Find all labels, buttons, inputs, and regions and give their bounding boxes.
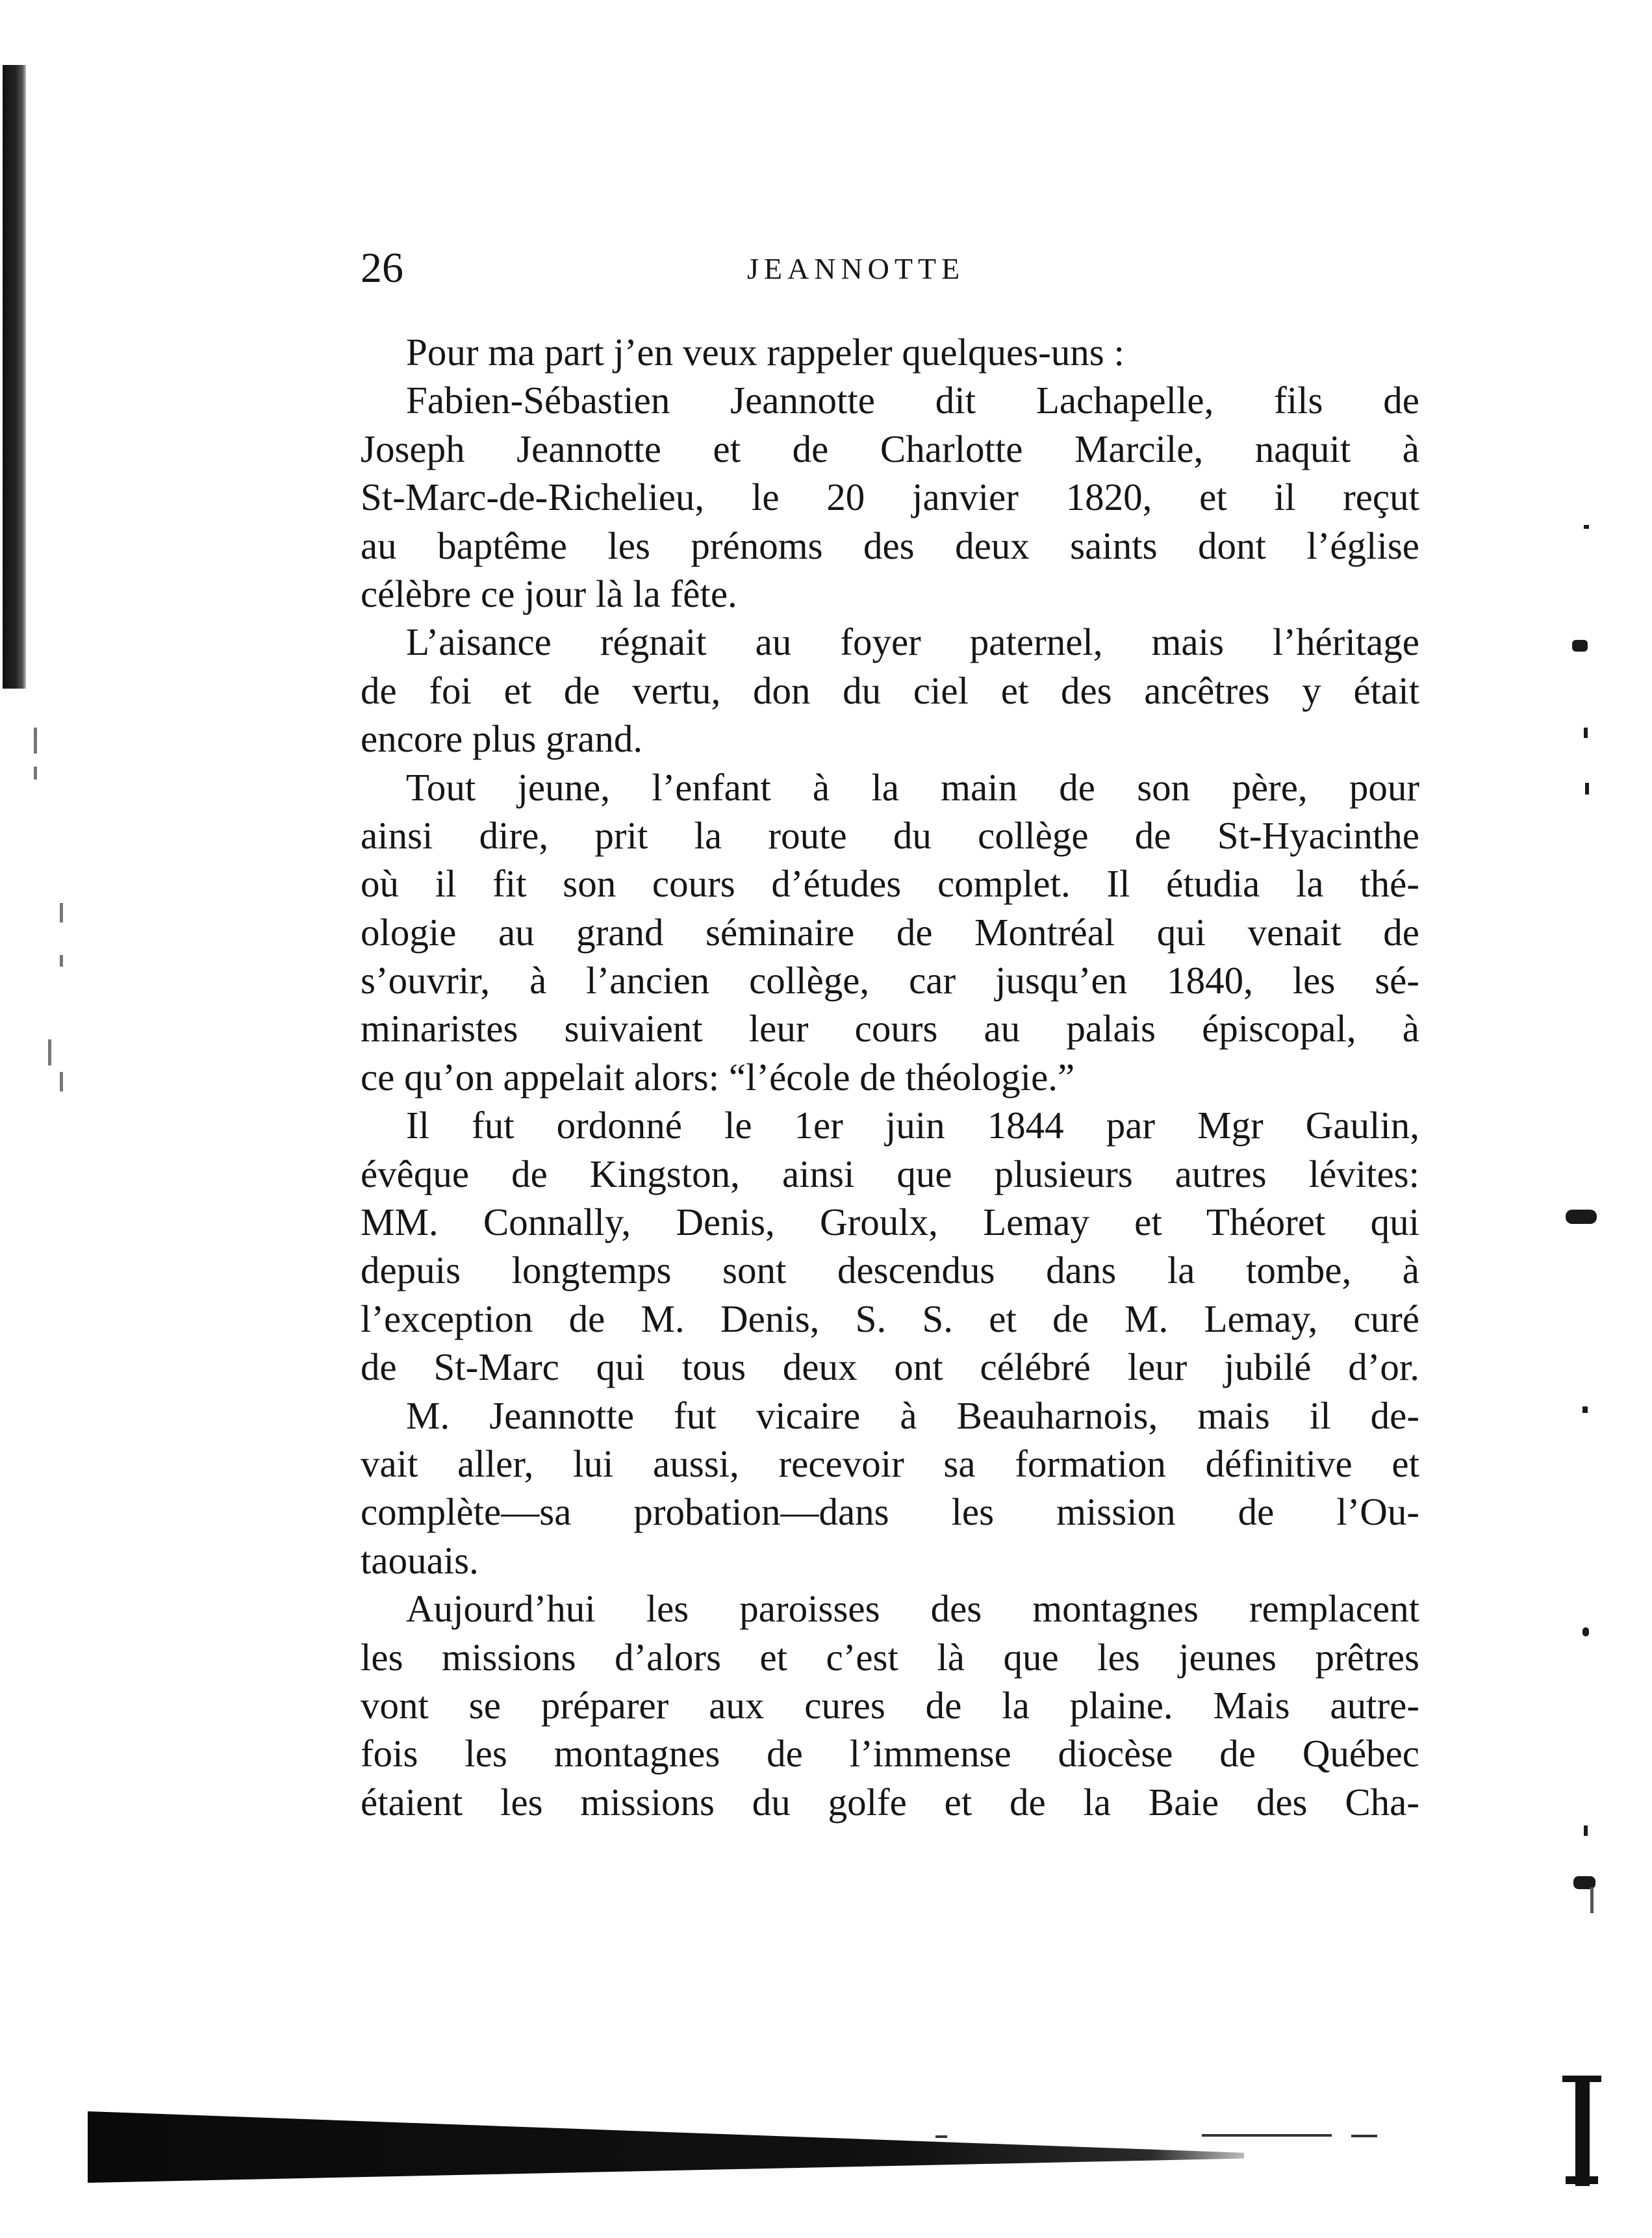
scan-dash <box>1351 2135 1377 2137</box>
scan-speck <box>1584 1825 1588 1836</box>
text-line: l’exception de M. Denis, S. S. et de M. Lemay, curé <box>361 1297 1419 1340</box>
scan-speck <box>60 955 63 967</box>
page-header <box>361 246 1406 291</box>
text-line: où il fit son cours d’études complet. Il étudia la thé- <box>361 862 1419 906</box>
scan-dash <box>1202 2134 1332 2137</box>
text-line: célèbre ce jour là la fête. <box>361 572 737 615</box>
scan-bottom-shadow <box>88 2111 1244 2183</box>
running-head: JEANNOTTE <box>747 252 965 285</box>
text-line: MM. Connally, Denis, Groulx, Lemay et Théoret qui <box>361 1201 1419 1244</box>
text-line: encore plus grand. <box>361 717 643 761</box>
scan-speck <box>48 1039 51 1065</box>
scan-speck <box>60 1072 63 1091</box>
text-line: Tout jeune, l’enfant à la main de son père, pour <box>406 765 1419 809</box>
text-line: Fabien-Sébastien Jeannotte dit Lachapelle, fils de <box>406 379 1419 422</box>
text-line: de St-Marc qui tous deux ont célébré leur jubilé d’or. <box>361 1345 1419 1389</box>
text-line: taouais. <box>361 1538 479 1582</box>
body-text <box>361 328 1419 1826</box>
text-line: fois les montagnes de l’immense diocèse de Québec <box>361 1732 1419 1775</box>
text-line: ce qu’on appelait alors: “l’école de théologie.” <box>361 1055 1075 1099</box>
scan-speck <box>60 903 63 922</box>
scan-speck <box>34 728 37 754</box>
text-line: complète—sa probation—dans les mission de l’Ou- <box>361 1490 1419 1534</box>
text-line: minaristes suivaient leur cours au palais épiscopal, à <box>361 1007 1419 1050</box>
text-line: M. Jeannotte fut vicaire à Beauharnois, mais il de- <box>406 1393 1419 1437</box>
scan-speck <box>1566 1210 1597 1224</box>
text-line: au baptême les prénoms des deux saints dont l’église <box>361 524 1419 567</box>
page-number: 26 <box>361 244 403 292</box>
text-line: Aujourd’hui les paroisses des montagnes remplacent <box>406 1587 1419 1631</box>
text-line: s’ouvrir, à l’ancien collège, car jusqu’en 1840, les sé- <box>361 959 1419 1002</box>
scan-dash <box>935 2135 947 2138</box>
text-line: évêque de Kingston, ainsi que plusieurs autres lévites: <box>361 1152 1419 1195</box>
scan-speck <box>1585 783 1589 795</box>
scan-speck <box>34 767 37 780</box>
text-line: Joseph Jeannotte et de Charlotte Marcile, naquit à <box>361 427 1419 470</box>
scan-speck <box>1572 640 1588 652</box>
text-line: Il fut ordonné le 1er juin 1844 par Mgr Gaulin, <box>406 1104 1419 1147</box>
scan-speck <box>1582 1627 1589 1636</box>
text-line: vait aller, lui aussi, recevoir sa formation définitive et <box>361 1442 1419 1485</box>
text-line: Pour ma part j’en veux rappeler quelques-uns : <box>406 331 1125 374</box>
text-line: de foi et de vertu, don du ciel et des ancêtres y était <box>361 668 1419 712</box>
text-line: étaient les missions du golfe et de la Baie des Cha- <box>361 1780 1419 1824</box>
scan-speck <box>1584 525 1589 529</box>
scan-speck <box>1582 1406 1588 1413</box>
text-line: ainsi dire, prit la route du collège de St-Hyacinthe <box>361 813 1419 857</box>
text-line: L’aisance régnait au foyer paternel, mais l’héritage <box>406 620 1419 664</box>
scan-corner-mark <box>1575 2076 1590 2186</box>
scan-edge-shadow <box>3 65 26 689</box>
scan-speck <box>1590 1887 1594 1913</box>
scan-speck <box>1584 728 1588 738</box>
text-line: ologie au grand séminaire de Montréal qui venait de <box>361 910 1419 954</box>
text-line: St-Marc-de-Richelieu, le 20 janvier 1820, et il reçut <box>361 476 1419 519</box>
text-line: vont se préparer aux cures de la plaine. Mais autre- <box>361 1683 1419 1727</box>
text-line: depuis longtemps sont descendus dans la tombe, à <box>361 1249 1419 1292</box>
text-line: les missions d’alors et c’est là que les jeunes prêtres <box>361 1635 1419 1679</box>
scan-corner-mark <box>1566 2176 1598 2184</box>
